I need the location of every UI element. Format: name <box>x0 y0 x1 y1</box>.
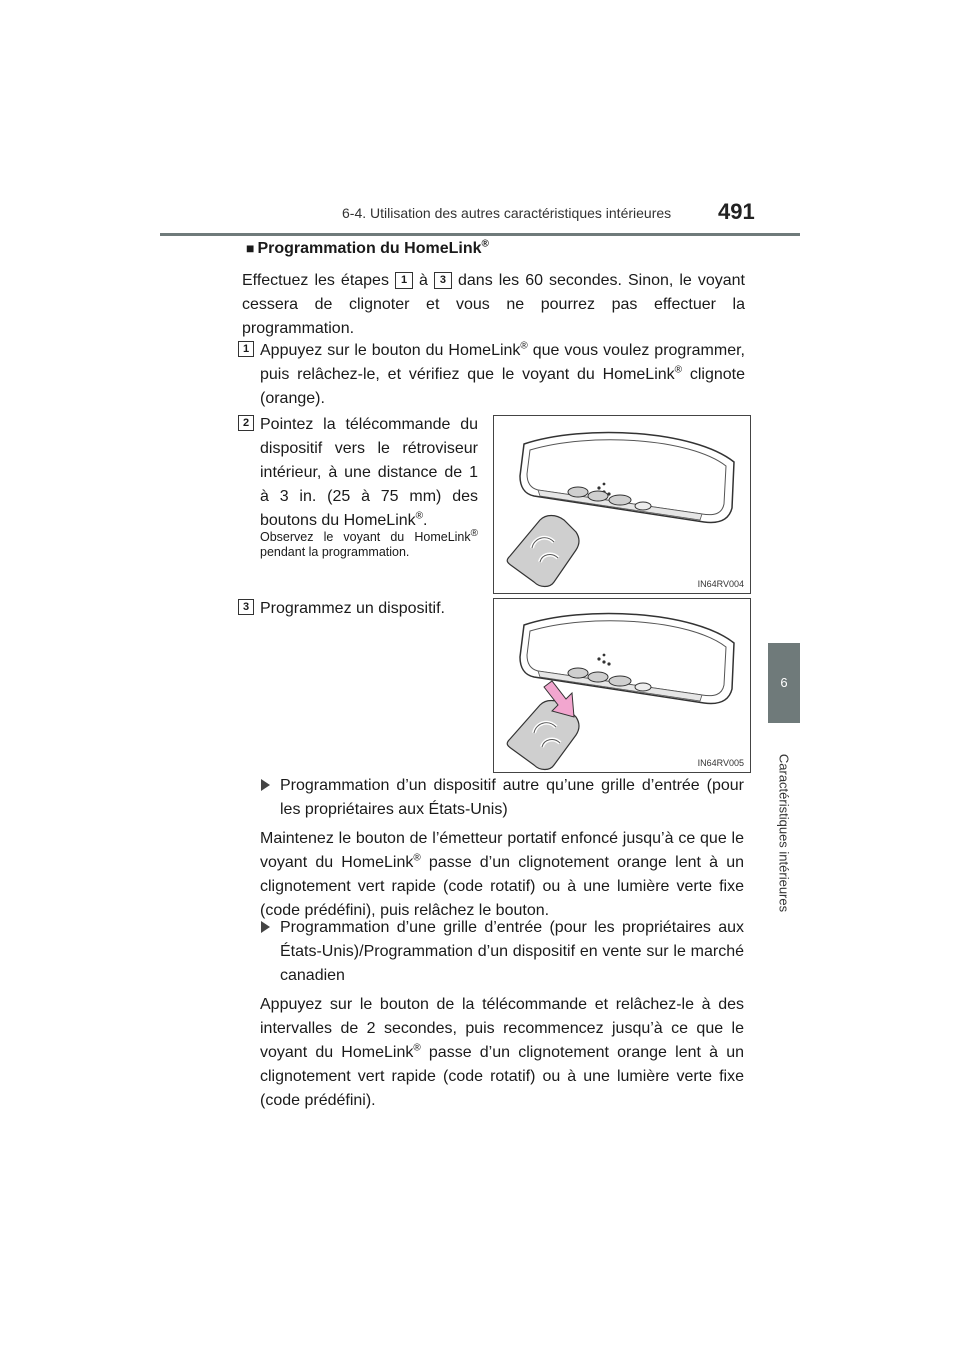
step-number-box: 3 <box>238 599 254 615</box>
triangle-bullet-icon <box>261 921 270 933</box>
heading-text: Programmation du HomeLink <box>257 240 482 257</box>
option-1-label: Programmation d’un dispositif autre qu’une grille d’entrée (pour les propriétaires aux États-Unis) <box>260 774 744 822</box>
figure-mirror-remote <box>493 415 751 594</box>
page-number: 491 <box>718 199 755 224</box>
intro-paragraph: Effectuez les étapes 1 à 3 dans les 60 secondes. Sinon, le voyant cessera de clignoter et vous ne pourrez pas effectuer la programmation. <box>242 272 746 337</box>
registered-mark: ® <box>481 238 489 250</box>
step-number-box: 1 <box>238 341 254 357</box>
step-ref-box: 3 <box>434 272 452 289</box>
square-bullet-icon: ■ <box>246 240 255 256</box>
mirror-illustration <box>494 416 750 593</box>
step-number-box: 2 <box>238 415 254 431</box>
option-2-label: Programmation d’une grille d’entrée (pour les propriétaires aux États-Unis)/Programmation d’un dispositif en vente sur le marché canadien <box>260 916 744 988</box>
header-divider <box>160 233 800 236</box>
step-2-note: Observez le voyant du HomeLink® pendant la programmation. <box>260 527 478 559</box>
step-1-text: Appuyez sur le bouton du HomeLink® que vous voulez programmer, puis relâchez-le, et vérifiez que le voyant du HomeLink® clignote (orange). <box>260 340 746 407</box>
chapter-tab: 6 <box>768 643 800 723</box>
figure-code: IN64RV004 <box>697 579 744 589</box>
option-1-description: Maintenez le bouton de l’émetteur portatif enfoncé jusqu’à ce que le voyant du HomeLink® passe d’un clignotement orange lent à un clignotement vert rapide (code rotatif) ou à une lumière verte fixe (code prédéfini), puis relâchez le bouton. <box>260 830 745 919</box>
section-heading <box>246 240 489 258</box>
option-2-description: Appuyez sur le bouton de la télécommande et relâchez-le à des intervalles de 2 secondes, puis recommencez jusqu’à ce que le voyant du HomeLink® passe d’un clignotement orange lent à un clignotement vert rapide (code rotatif) ou à une lumière verte fixe (code prédéfini). <box>260 996 745 1109</box>
triangle-bullet-icon <box>261 779 270 791</box>
chapter-label <box>769 740 799 925</box>
chapter-label-text: Caractéristiques intérieures <box>776 753 792 912</box>
figure-code: IN64RV005 <box>697 758 744 768</box>
figure-mirror-press <box>493 598 751 773</box>
step-ref-box: 1 <box>395 272 413 289</box>
mirror-press-illustration <box>494 599 750 772</box>
section-header: 6-4. Utilisation des autres caractéristiques intérieures <box>342 205 672 221</box>
step-3-text: Programmez un dispositif. <box>260 600 445 617</box>
step-2-text: Pointez la télécommande du dispositif vers le rétroviseur intérieur, à une distance de 1 à 3 in. (25 à 75 mm) des boutons du HomeLink®. <box>260 416 478 529</box>
